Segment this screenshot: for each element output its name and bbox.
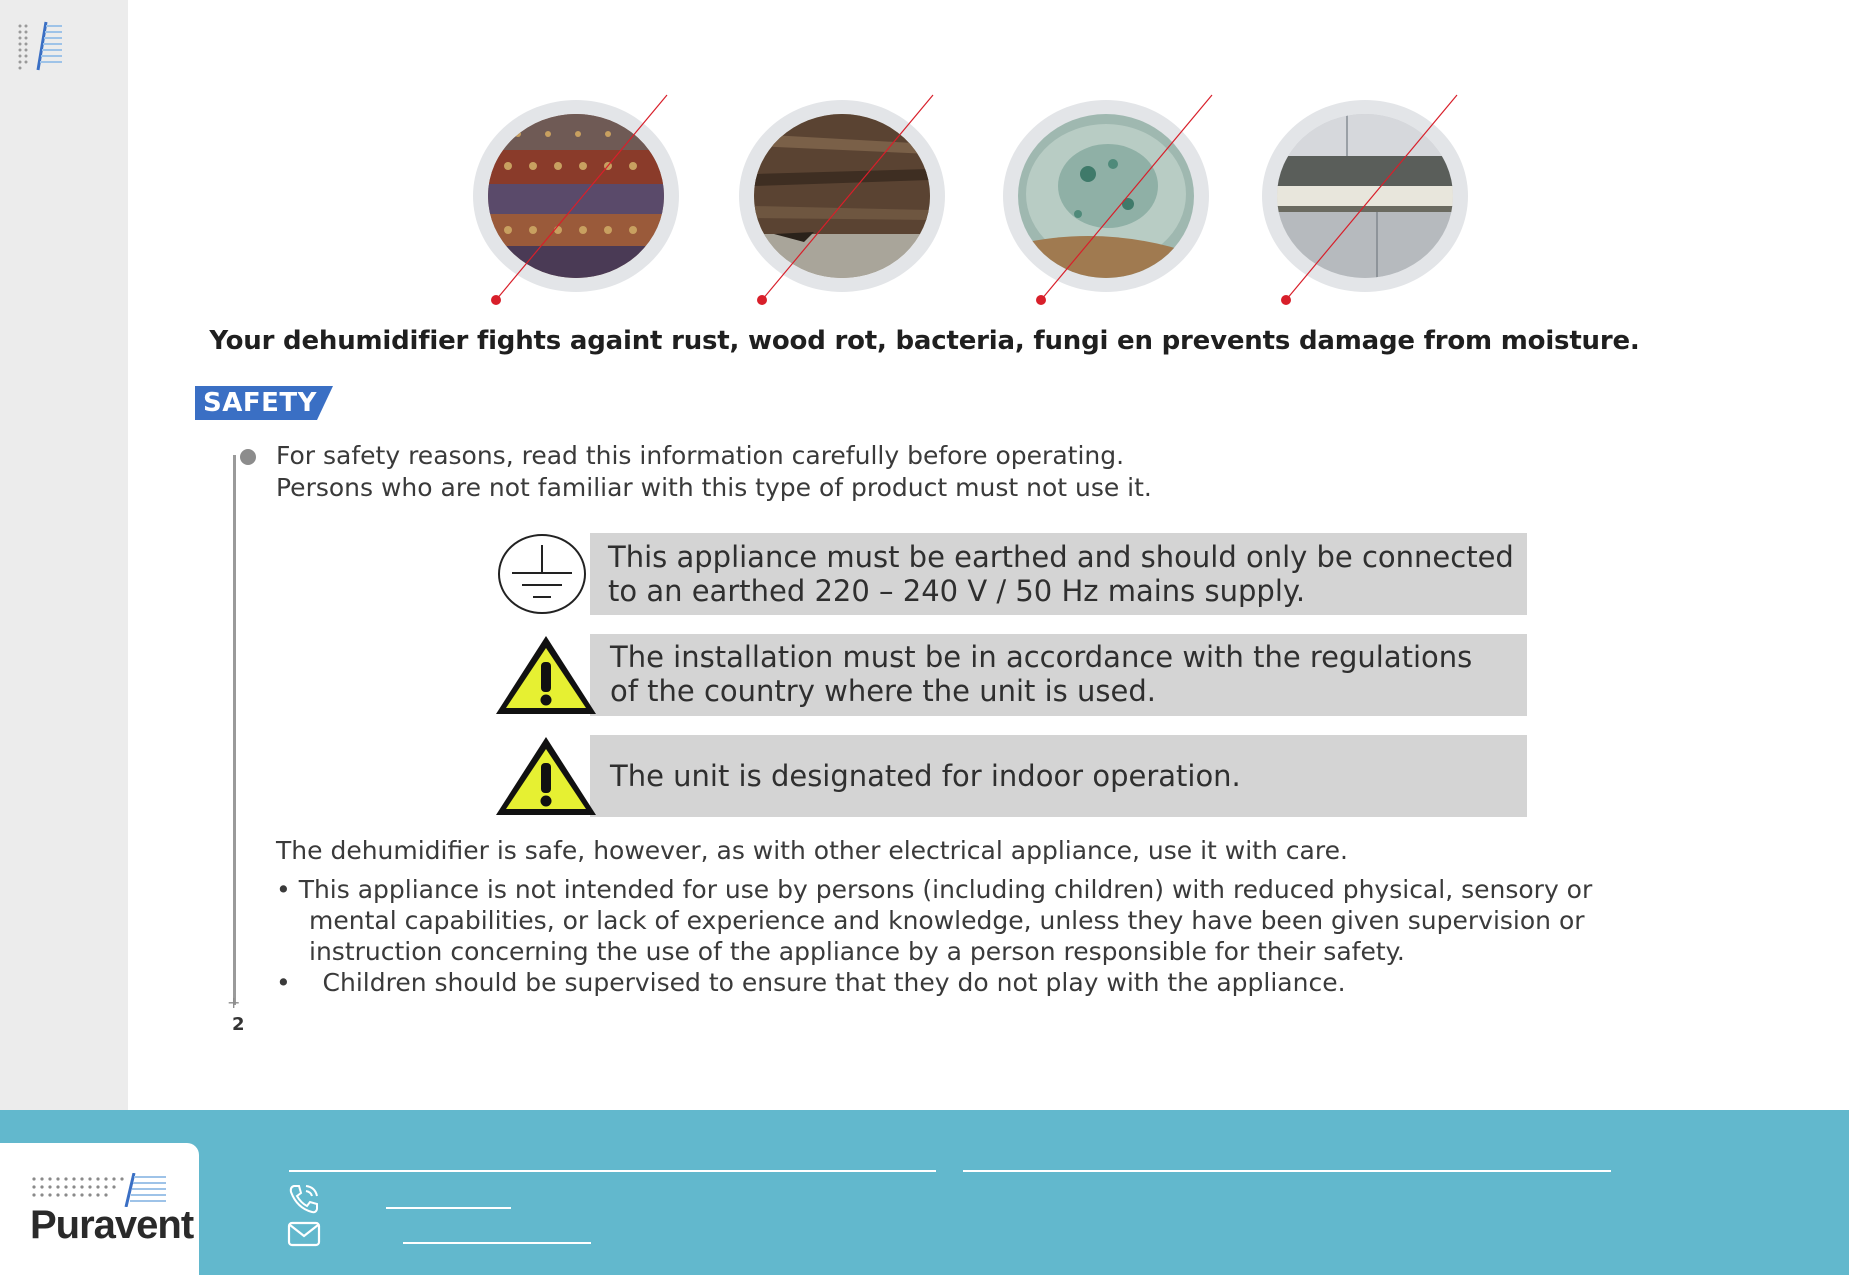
photo-wood-rot: [739, 100, 945, 292]
notice-line: of the country where the unit is used.: [610, 674, 1156, 708]
safety-title: SAFETY: [203, 388, 317, 418]
tagline: Your dehumidifier fights againt rust, wood rot, bacteria, fungi en prevents damage from moisture.: [209, 326, 1640, 356]
bullet-line: • Children should be supervised to ensure that they do not play with the appliance.: [276, 968, 1346, 997]
warning-triangle-icon: [494, 735, 598, 817]
photo-fungi: [1003, 100, 1209, 292]
warning-triangle-icon: [494, 634, 598, 716]
bullet-line: • This appliance is not intended for use by persons (including children) with reduced physical, sensory or: [276, 875, 1593, 904]
mail-icon: [287, 1220, 321, 1248]
bullet-line: instruction concerning the use of the appliance by a person responsible for their safety.: [309, 937, 1405, 966]
moisture-damage-photos: [0, 0, 1849, 320]
rotten-wood-photo: [754, 114, 930, 278]
notice-line: to an earthed 220 – 240 V / 50 Hz mains supply.: [608, 574, 1306, 608]
notice-line: This appliance must be earthed and should only be connected: [608, 540, 1514, 574]
notice-indoor: [590, 735, 1527, 817]
photo-bacteria: [1262, 100, 1468, 292]
bullet-line: mental capabilities, or lack of experience and knowledge, unless they have been given supervision or: [309, 906, 1585, 935]
footer-divider: [289, 1170, 936, 1172]
mildew-joint-photo: [1277, 114, 1453, 278]
brand-name: Puravent: [30, 1203, 194, 1247]
notice-line: The installation must be in accordance with the regulations: [610, 640, 1473, 674]
mold-photo: [1018, 114, 1194, 278]
rusty-metal-photo: [488, 114, 664, 278]
photo-rust: [473, 100, 679, 292]
safety-section-badge: [195, 386, 333, 420]
puravent-logo-icon: [30, 1173, 170, 1207]
intro-line: Persons who are not familiar with this type of product must not use it.: [276, 473, 1152, 502]
earth-ground-icon: [496, 533, 588, 615]
intro-line: For safety reasons, read this information carefully before operating.: [276, 441, 1125, 470]
intro-text: [276, 440, 1152, 504]
phone-line: [386, 1207, 511, 1209]
page-number: 2: [232, 1014, 245, 1035]
footer-logo: [0, 1143, 199, 1275]
safety-body-text: [276, 835, 1592, 998]
notice-installation: [590, 634, 1527, 716]
mail-line: [403, 1242, 591, 1244]
section-rail: [233, 455, 236, 1005]
phone-icon: [287, 1182, 321, 1216]
footer-band: [0, 1110, 1849, 1275]
notice-earthing: [590, 533, 1527, 615]
notice-line: The unit is designated for indoor operation.: [610, 759, 1241, 793]
body-lead: The dehumidifier is safe, however, as with other electrical appliance, use it with care.: [276, 836, 1348, 865]
footer-divider: [963, 1170, 1611, 1172]
section-rail-dot: [240, 449, 256, 465]
rail-end-icon: +: [227, 993, 241, 1012]
